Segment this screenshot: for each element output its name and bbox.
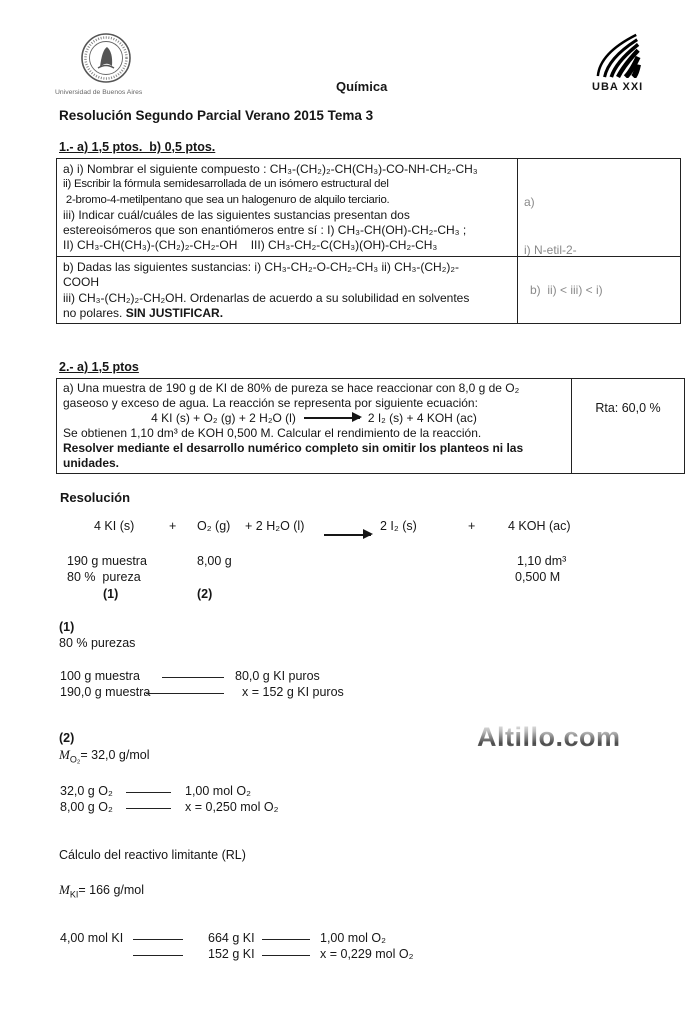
q1b-answer-cell (517, 256, 680, 323)
question-line: b) Dadas las siguientes sustancias: i) CH₃-CH₂-O-CH₂-CH₃ ii) CH₃-(CH₂)₂- (63, 260, 460, 274)
q1b-question-cell (57, 256, 517, 323)
question-line: iii) Indicar cuál/cuáles de las siguientes sustancias presentan dos (63, 207, 410, 222)
proportion-line (262, 939, 310, 940)
step2-row1-right: 1,00 mol O₂ (185, 784, 251, 798)
eq-reactant1: 4 KI (s) (94, 519, 135, 533)
proportion-line (126, 808, 171, 809)
q2-answer-cell (571, 379, 684, 473)
eq-reactant2: O₂ (g) (197, 519, 231, 533)
equation-rhs: 2 I₂ (s) + 4 KOH (ac) (367, 411, 477, 425)
step1-row2-left: 190,0 g muestra (60, 685, 151, 699)
given-sample-mass: 190 g muestra (67, 554, 147, 568)
question-line: II) CH₃-CH(CH₃)-(CH₂)₂-CH₂-OH III) CH₃-CH₂-C(CH₃)(OH)-CH₂-CH₃ (63, 238, 438, 253)
statement-equation (63, 411, 565, 426)
question-text-bold: SIN JUSTIFICAR. (125, 305, 224, 320)
limiting-row1-col2: 664 g KI (208, 931, 255, 945)
question-text: no polares. (63, 305, 126, 320)
equation-lhs: 4 KI (s) + O₂ (g) + 2 H₂O (l) (151, 411, 296, 425)
proportion-line (133, 955, 183, 956)
proportion-line (126, 792, 171, 793)
molar-mass-subscript: KI (69, 889, 79, 900)
rta-value: Rta: 60,0 % (595, 401, 661, 415)
given-purity: 80 % pureza (67, 570, 141, 584)
step1-row1-left: 100 g muestra (60, 669, 140, 683)
step1-tag: (1) (59, 620, 75, 634)
eq-reactant3: + 2 H₂O (l) (245, 519, 305, 533)
step2-tag: (2) (59, 731, 75, 745)
answer-line: a) (524, 195, 535, 209)
question-line (63, 306, 511, 321)
question-line: COOH (63, 275, 99, 290)
ubaxxi-logo-icon (594, 32, 642, 78)
statement-line-bold: unidades. (63, 456, 120, 470)
step2-molar-mass (59, 747, 149, 765)
question-line: ii) Escribir la fórmula semidesarrollada de un isómero estructural del (63, 178, 389, 191)
q1-points-heading: 1.- a) 1,5 ptos. b) 0,5 ptos. (59, 140, 216, 154)
step2-row2-left: 8,00 g O₂ (60, 800, 113, 814)
course-title: Química (336, 79, 388, 94)
given-o2-mass: 8,00 g (197, 554, 232, 568)
statement-line: gaseoso y exceso de agua. La reacción se representa por siguiente ecuación: (63, 396, 478, 410)
proportion-line (162, 677, 224, 678)
limiting-row1-col3: 1,00 mol O₂ (320, 931, 386, 945)
molar-mass-value: = 32,0 g/mol (80, 748, 150, 762)
q2-points-heading: 2.- a) 1,5 ptos (59, 360, 139, 374)
step-tag: (1) (103, 587, 119, 601)
step1-title: 80 % purezas (59, 636, 136, 650)
eq-product1: 2 I₂ (s) (380, 519, 417, 533)
question-line: 2-bromo-4-metilpentano que sea un halogenuro de alquilo terciario. (63, 193, 390, 206)
proportion-line (146, 693, 224, 694)
question-line: iii) CH₃-(CH₂)₂-CH₂OH. Ordenarlas de acuerdo a su solubilidad en solventes (63, 290, 470, 305)
reaction-arrow-icon (324, 534, 371, 536)
limiting-title: Cálculo del reactivo limitante (RL) (59, 848, 246, 862)
question-line: a) i) Nombrar el siguiente compuesto : CH₃-(CH₂)₂-CH(CH₃)-CO-NH-CH₂-CH₃ (63, 162, 478, 176)
step1-row2-right: x = 152 g KI puros (242, 685, 344, 699)
statement-line: Se obtienen 1,10 dm³ de KOH 0,500 M. Calcular el rendimiento de la reacción. (63, 426, 482, 440)
q2-box (56, 378, 685, 474)
altillo-watermark: Altillo.com (477, 722, 621, 752)
step1-row1-right: 80,0 g KI puros (235, 669, 320, 683)
given-koh-volume: 1,10 dm³ (517, 554, 567, 568)
molar-mass-subscript: O₂ (69, 754, 81, 765)
statement-line: a) Una muestra de 190 g de KI de 80% de pureza se hace reaccionar con 8,0 g de O₂ (63, 381, 520, 395)
step-tag: (2) (197, 587, 213, 601)
molar-mass-symbol: M (59, 882, 70, 897)
proportion-line (133, 939, 183, 940)
q2-statement-cell (57, 379, 571, 473)
step2-row2-right: x = 0,250 mol O₂ (185, 800, 279, 814)
answer-line: b) ii) < iii) < i) (530, 283, 603, 297)
doc-title: Resolución Segundo Parcial Verano 2015 Tema 3 (59, 108, 374, 123)
answer-line: i) N-etil-2- (524, 243, 577, 256)
limiting-row2-col2: 152 g KI (208, 947, 255, 961)
q1a-question-cell (57, 159, 517, 256)
given-koh-conc: 0,500 M (515, 570, 561, 584)
limiting-row2-col3: x = 0,229 mol O₂ (320, 947, 414, 961)
ubaxxi-label: UBA XXI (592, 81, 644, 93)
reaction-arrow-icon (304, 417, 360, 419)
molar-mass-symbol: M (59, 747, 70, 762)
resolution-heading: Resolución (60, 490, 131, 505)
step2-row1-left: 32,0 g O₂ (60, 784, 113, 798)
limiting-molar-mass (59, 882, 144, 900)
limiting-row1-col1: 4,00 mol KI (60, 931, 124, 945)
question-line: estereoisómeros que son enantiómeros entre sí : I) CH₃-CH(OH)-CH₂-CH₃ ; (63, 223, 467, 238)
uba-seal-caption: Universidad de Buenos Aires (55, 89, 143, 96)
q1-table (56, 158, 681, 324)
uba-seal-icon (80, 32, 132, 84)
proportion-line (262, 955, 310, 956)
eq-product2: 4 KOH (ac) (508, 519, 571, 533)
statement-line-bold: Resolver mediante el desarrollo numérico completo sin omitir los planteos ni las (63, 441, 524, 455)
eq-plus: + (169, 519, 177, 533)
q1a-answer-cell (517, 159, 680, 256)
eq-plus: + (468, 519, 476, 533)
molar-mass-value: = 166 g/mol (78, 883, 145, 897)
